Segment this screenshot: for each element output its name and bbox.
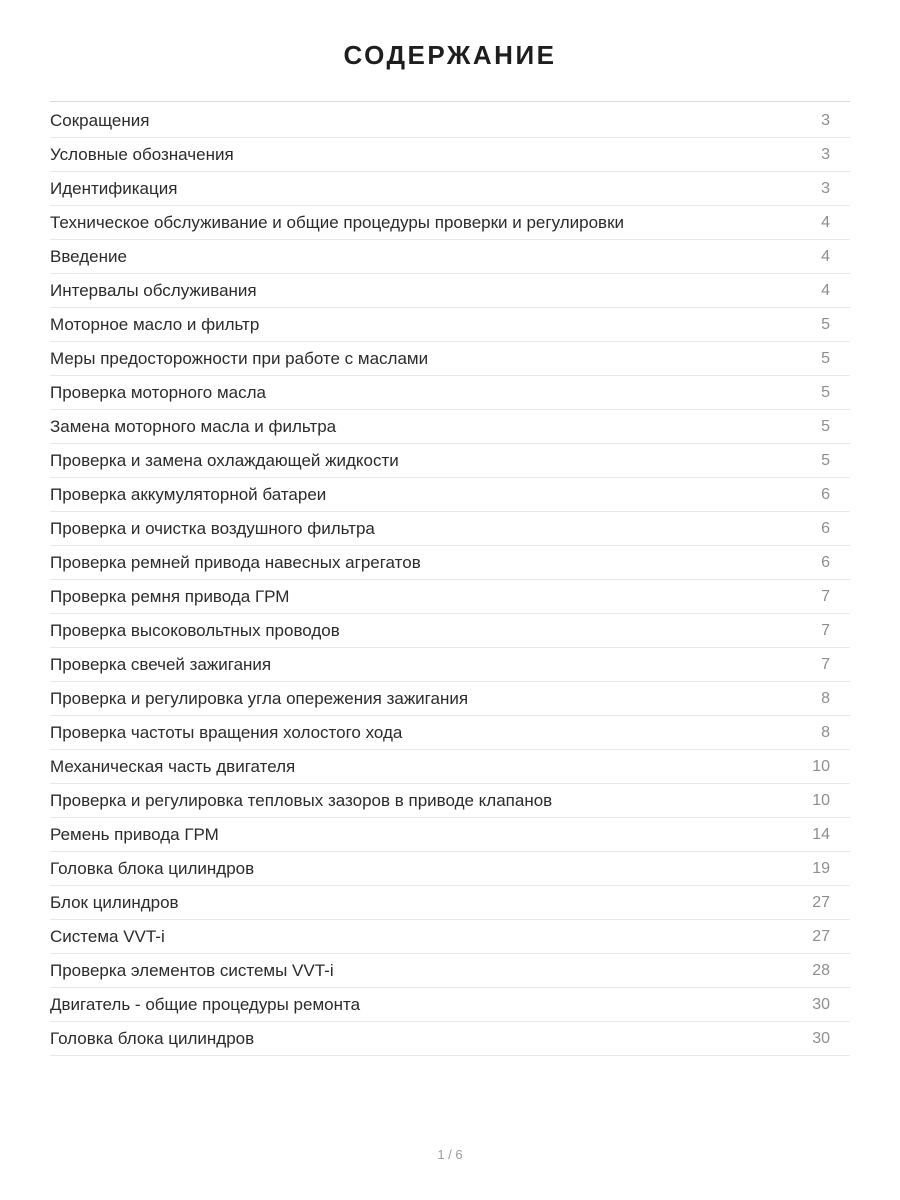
toc-entry-label: Техническое обслуживание и общие процедуры проверки и регулировки (50, 212, 625, 232)
toc-entry[interactable] (50, 206, 850, 240)
toc-entry[interactable] (50, 614, 850, 648)
toc-entry-page: 28 (812, 961, 830, 979)
toc-entry-label: Проверка элементов системы VVT-i (50, 960, 334, 980)
toc-entry[interactable] (50, 648, 850, 682)
toc-entry-label: Проверка свечей зажигания (50, 654, 272, 674)
toc-entry[interactable] (50, 138, 850, 172)
toc-entry-page: 6 (821, 553, 830, 571)
toc-entry[interactable] (50, 376, 850, 410)
toc-entry-page: 7 (821, 621, 830, 639)
toc-entry-page: 5 (821, 451, 830, 469)
toc-entry[interactable] (50, 682, 850, 716)
toc-entry[interactable] (50, 274, 850, 308)
toc-entry-label: Проверка и регулировка тепловых зазоров в приводе клапанов (50, 790, 553, 810)
toc-entry-page: 5 (821, 315, 830, 333)
toc-entry[interactable] (50, 1022, 850, 1056)
toc-entry[interactable] (50, 954, 850, 988)
toc-entry-page: 7 (821, 655, 830, 673)
toc-entry[interactable] (50, 512, 850, 546)
toc-entry-page: 3 (821, 145, 830, 163)
toc-entry-label: Головка блока цилиндров (50, 1028, 255, 1048)
toc-entry-page: 10 (812, 791, 830, 809)
toc-entry[interactable] (50, 784, 850, 818)
toc-entry[interactable] (50, 818, 850, 852)
toc-entry[interactable] (50, 580, 850, 614)
toc-entry-page: 8 (821, 723, 830, 741)
toc-entry-page: 5 (821, 417, 830, 435)
toc-entry-label: Система VVT-i (50, 926, 165, 946)
toc-entry-label: Проверка и очистка воздушного фильтра (50, 518, 375, 538)
toc-entry[interactable] (50, 410, 850, 444)
title-divider (50, 101, 850, 102)
toc-entry-page: 3 (821, 111, 830, 129)
toc-entry-label: Проверка ремней привода навесных агрегатов (50, 552, 421, 572)
toc-entry[interactable] (50, 240, 850, 274)
toc-entry[interactable] (50, 478, 850, 512)
toc-entry-page: 6 (821, 519, 830, 537)
toc-entry-page: 4 (821, 281, 830, 299)
toc-entry-page: 30 (812, 1029, 830, 1047)
page-footer: 1 / 6 (437, 1147, 463, 1162)
page-title: СОДЕРЖАНИЕ (343, 40, 557, 70)
toc-entry-label: Проверка моторного масла (50, 382, 267, 402)
toc-entry-page: 8 (821, 689, 830, 707)
toc-entry-page: 27 (812, 893, 830, 911)
toc-entry-label: Моторное масло и фильтр (50, 314, 260, 334)
toc-entry-page: 5 (821, 349, 830, 367)
toc-entry-label: Проверка и регулировка угла опережения зажигания (50, 688, 469, 708)
toc-entry-label: Механическая часть двигателя (50, 756, 296, 776)
toc-entry[interactable] (50, 920, 850, 954)
toc-entry-label: Введение (50, 246, 127, 266)
toc-entry[interactable] (50, 444, 850, 478)
toc-entry[interactable] (50, 716, 850, 750)
toc-entry-page: 4 (821, 247, 830, 265)
toc-entry-label: Проверка и замена охлаждающей жидкости (50, 450, 399, 470)
toc-entry-page: 10 (812, 757, 830, 775)
toc-entry[interactable] (50, 342, 850, 376)
toc-entry-page: 5 (821, 383, 830, 401)
toc-entry-label: Сокращения (50, 110, 150, 130)
toc-entry[interactable] (50, 852, 850, 886)
toc-entry-label: Проверка высоковольтных проводов (50, 620, 340, 640)
toc-entry-page: 19 (812, 859, 830, 877)
toc-entry-label: Проверка аккумуляторной батареи (50, 484, 327, 504)
toc-entry[interactable] (50, 308, 850, 342)
toc-entry[interactable] (50, 886, 850, 920)
toc-entry-label: Проверка ремня привода ГРМ (50, 586, 290, 606)
toc-entry-page: 4 (821, 213, 830, 231)
toc-list (50, 104, 850, 1056)
toc-entry-label: Интервалы обслуживания (50, 280, 257, 300)
toc-entry[interactable] (50, 546, 850, 580)
toc-entry-label: Проверка частоты вращения холостого хода (50, 722, 403, 742)
toc-entry-label: Головка блока цилиндров (50, 858, 255, 878)
toc-entry-page: 14 (812, 825, 830, 843)
toc-entry-page: 27 (812, 927, 830, 945)
toc-entry[interactable] (50, 172, 850, 206)
toc-entry-page: 7 (821, 587, 830, 605)
toc-entry[interactable] (50, 988, 850, 1022)
toc-entry-page: 3 (821, 179, 830, 197)
toc-entry-label: Блок цилиндров (50, 892, 179, 912)
toc-entry-label: Условные обозначения (50, 144, 234, 164)
toc-entry-label: Идентификация (50, 178, 178, 198)
toc-entry-label: Меры предосторожности при работе с маслами (50, 348, 429, 368)
toc-entry[interactable] (50, 104, 850, 138)
toc-entry-label: Двигатель - общие процедуры ремонта (50, 994, 361, 1014)
toc-entry[interactable] (50, 750, 850, 784)
toc-entry-label: Ремень привода ГРМ (50, 824, 219, 844)
toc-entry-page: 30 (812, 995, 830, 1013)
toc-entry-label: Замена моторного масла и фильтра (50, 416, 337, 436)
toc-entry-page: 6 (821, 485, 830, 503)
